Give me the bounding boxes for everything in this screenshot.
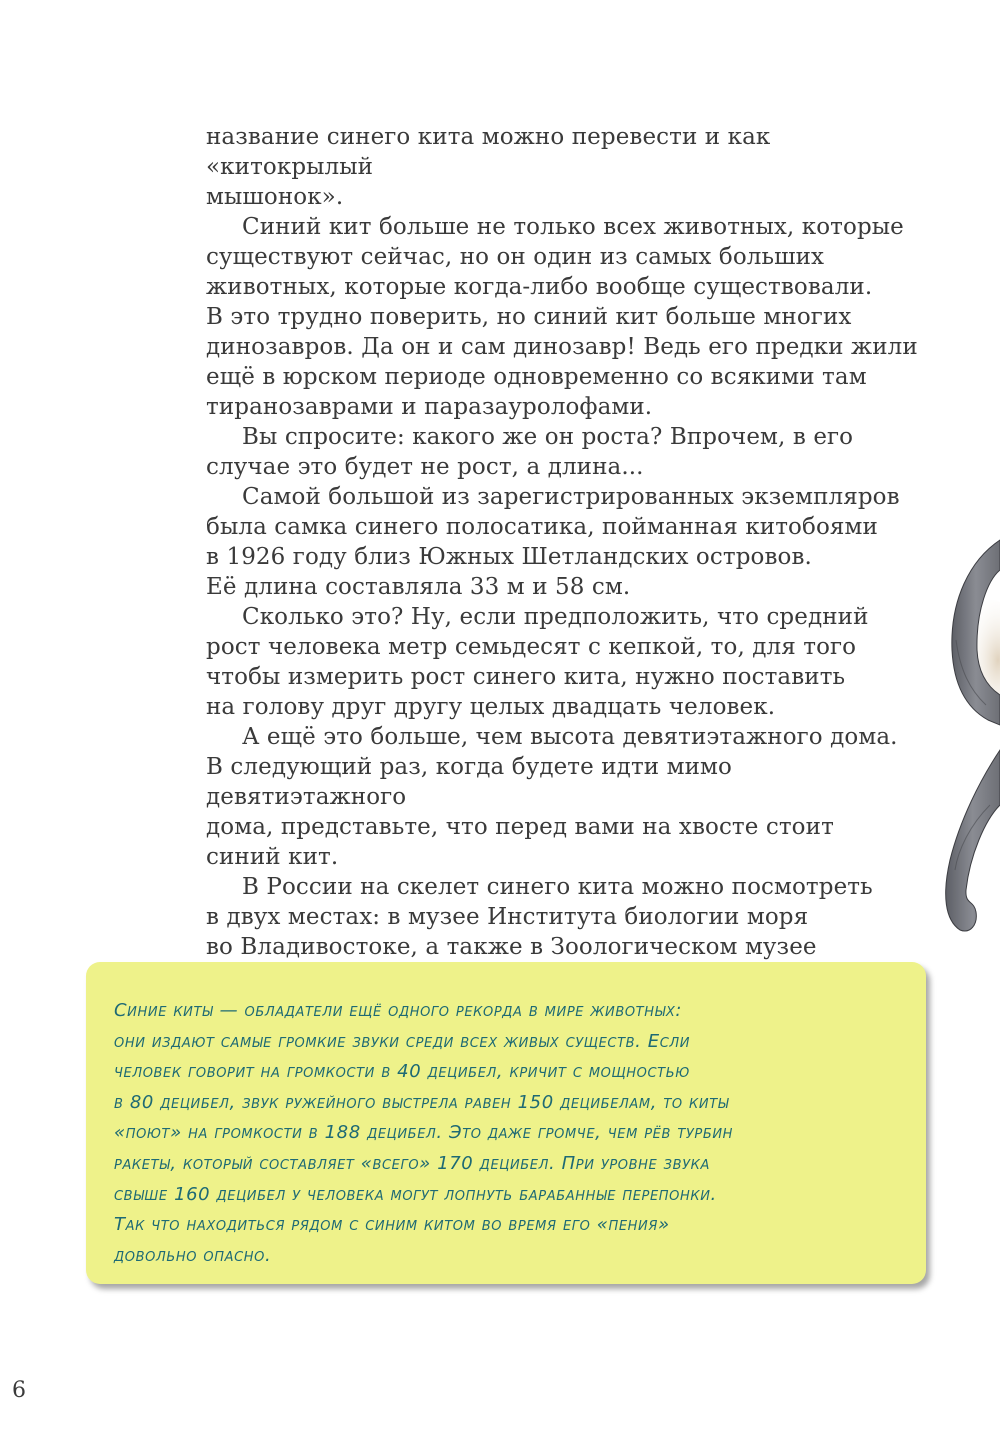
article-body xyxy=(206,122,926,992)
whale-tail-illustration xyxy=(930,520,1000,950)
paragraph: Синий кит больше не только всех животных, которые существуют сейчас, но он один из самых больших животных, которые когда-либо вообще существовали. В это трудно поверить, но синий кит больше многих динозавров. Да он и сам динозавр! Ведь его предки жили ещё в юрском периоде одновременно со всякими там тиранозаврами и паразауролофами. xyxy=(206,214,918,420)
paragraph: Сколько это? Ну, если предположить, что средний рост человека метр семьдесят с кепкой, то, для того чтобы измерить рост синего кита, нужно поставить на голову друг другу целых двадцать человек. xyxy=(206,604,869,720)
fact-text: Синие киты — обладатели ещё одного рекорда в мире животных: они издают самые громкие звуки среди всех живых существ. Если человек говорит на громкости в 40 децибел, кричит с мощностью в 80 децибел, звук ружейного выстрела равен 150 децибелам, то киты «поют» на громкости в 188 децибел. Это даже громче, чем рёв турбин ракеты, который составляет «всего» 170 децибел. При уровне звука свыше 160 децибел у человека могут лопнуть барабанные перепонки. Так что находиться рядом с синим китом во время его «пения» довольно опасно. xyxy=(114,1000,734,1266)
paragraph: Вы спросите: какого же он роста? Впрочем, в его случае это будет не рост, а длина... xyxy=(206,424,854,480)
fact-callout-box xyxy=(86,962,926,1284)
paragraph: А ещё это больше, чем высота девятиэтажного дома. В следующий раз, когда будете идти мимо девятиэтажного дома, представьте, что перед вами на хвосте стоит синий кит. xyxy=(206,724,898,870)
paragraph: название синего кита можно перевести и как «китокрылый мышонок». xyxy=(206,124,771,210)
paragraph: В России на скелет синего кита можно посмотреть в двух местах: в музее Института биологии моря во Владивостоке, а также в Зоологическом музее xyxy=(206,874,873,960)
page-number: 6 xyxy=(12,1378,26,1403)
paragraph: Самой большой из зарегистрированных экземпляров была самка синего полосатика, пойманная китобоями в 1926 году близ Южных Шетландских островов. Её длина составляла 33 м и 58 см. xyxy=(206,484,900,600)
